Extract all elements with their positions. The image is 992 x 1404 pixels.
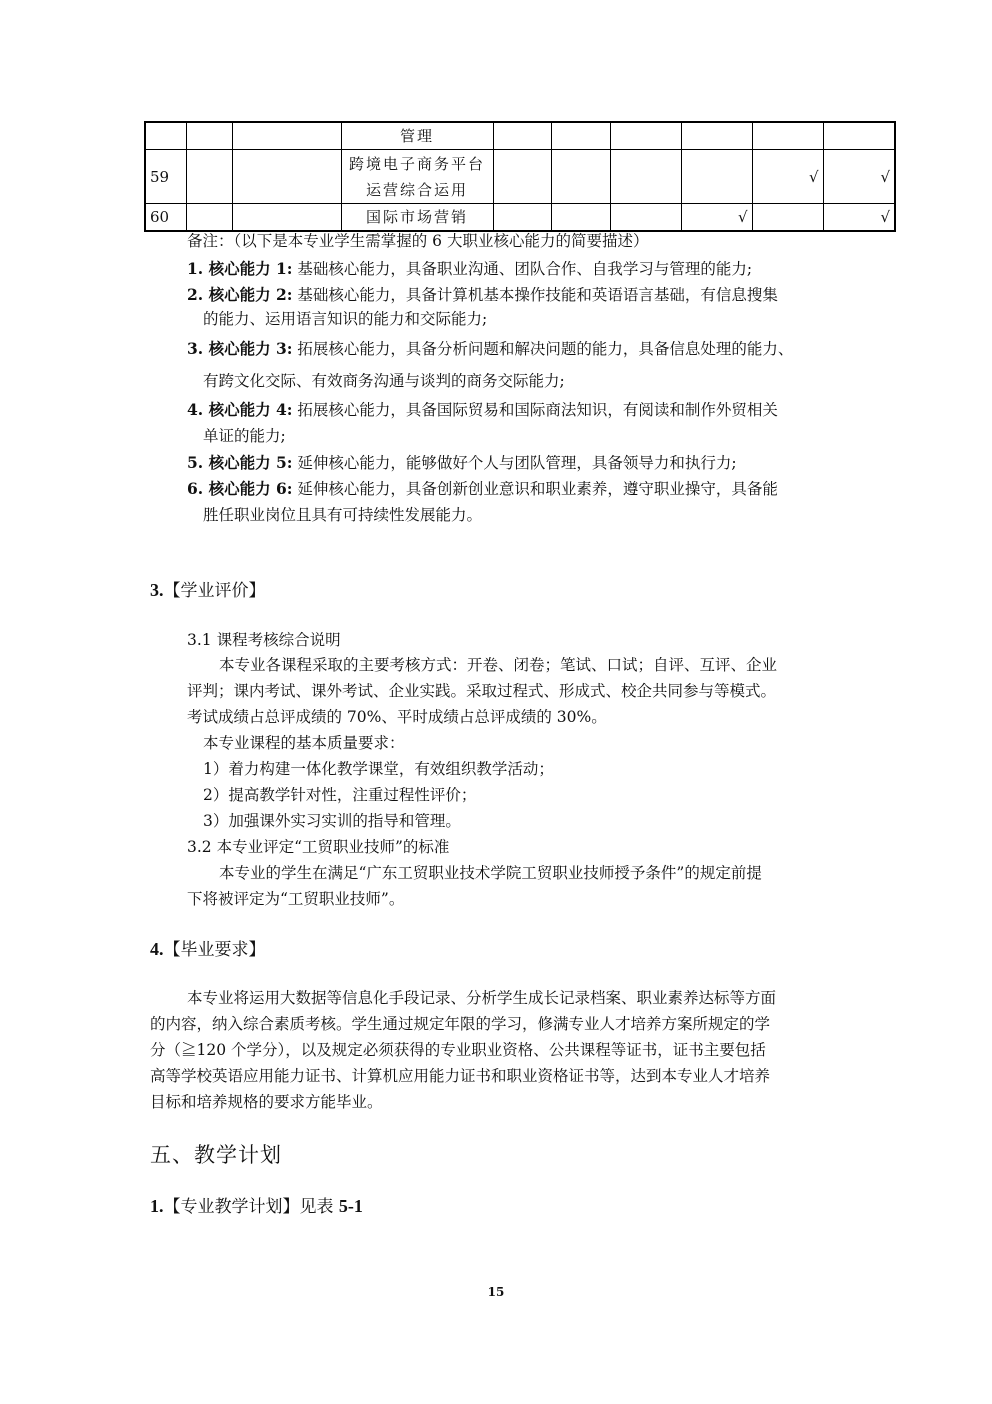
note-item: 2. 核心能力 2: 基础核心能力，具备计算机基本操作技能和英语语言基础，有信息搜集: [187, 285, 778, 304]
course-name: 跨境电子商务平台 运营综合运用: [341, 150, 493, 204]
chapter-heading: 五、教学计划: [150, 1143, 282, 1167]
capability-mark: [823, 122, 895, 150]
capability-mark: [551, 204, 610, 232]
note-item: 3. 核心能力 3: 拓展核心能力，具备分析问题和解决问题的能力，具备信息处理的能力、: [187, 339, 794, 358]
note-item-continuation: 的能力、运用语言知识的能力和交际能力;: [203, 310, 488, 328]
row-number: 59: [145, 150, 186, 204]
capability-mark: [681, 122, 752, 150]
notes-heading: 备注：（以下是本专业学生需掌握的 6 大职业核心能力的简要描述）: [187, 232, 649, 250]
note-item: 5. 核心能力 5: 延伸核心能力，能够做好个人与团队管理，具备领导力和执行力;: [187, 453, 737, 472]
paragraph-line: 本专业课程的基本质量要求：: [203, 734, 405, 752]
subsection-title: 3.1 课程考核综合说明: [187, 631, 341, 649]
list-item: 1）着力构建一体化教学课堂，有效组织教学活动；: [203, 760, 554, 778]
paragraph-line: 考试成绩占总评成绩的 70%、平时成绩占总评成绩的 30%。: [187, 708, 607, 726]
note-item: 4. 核心能力 4: 拓展核心能力，具备国际贸易和国际商法知识，有阅读和制作外贸相关: [187, 400, 778, 419]
table-row: [145, 204, 895, 232]
capability-mark: [610, 204, 681, 232]
paragraph-line: 的内容，纳入综合素质考核。学生通过规定年限的学习，修满专业人才培养方案所规定的学: [150, 1015, 771, 1033]
capability-mark: √: [752, 150, 823, 204]
paragraph-line: 本专业的学生在满足“广东工贸职业技术学院工贸职业技师授予条件”的规定前提: [219, 864, 762, 882]
paragraph-line: 目标和培养规格的要求方能毕业。: [150, 1093, 383, 1111]
capability-mark: [752, 204, 823, 232]
table-row: [145, 150, 895, 204]
note-item-continuation: 胜任职业岗位且具有可持续性发展能力。: [203, 506, 483, 524]
row-number: 60: [145, 204, 186, 232]
capability-mark: [551, 150, 610, 204]
capability-mark: [493, 150, 551, 204]
capability-mark: [752, 122, 823, 150]
capability-mark: [493, 122, 551, 150]
section-heading-4: 4.【毕业要求】: [150, 939, 266, 960]
note-item: 1. 核心能力 1: 基础核心能力，具备职业沟通、团队合作、自我学习与管理的能力;: [187, 259, 753, 278]
capability-mark: [610, 122, 681, 150]
capability-mark: √: [823, 204, 895, 232]
course-name: 国际市场营销: [341, 204, 493, 232]
paragraph-line: 下将被评定为“工贸职业技师”。: [187, 890, 405, 908]
capability-mark: √: [681, 204, 752, 232]
paragraph-line: 本专业各课程采取的主要考核方式：开卷、闭卷；笔试、口试；自评、互评、企业: [219, 656, 778, 674]
subsection-title: 3.2 本专业评定“工贸职业技师”的标准: [187, 838, 450, 856]
section-heading-3: 3.【学业评价】: [150, 580, 266, 601]
paragraph-line: 分（≧120 个学分），以及规定必须获得的专业职业资格、公共课程等证书，证书主要包括: [150, 1041, 766, 1059]
note-item: 6. 核心能力 6: 延伸核心能力，具备创新创业意识和职业素养，遵守职业操守，具备能: [187, 479, 778, 498]
table-row: [145, 122, 895, 150]
list-item: 2）提高教学针对性，注重过程性评价；: [203, 786, 477, 804]
capability-table: [144, 121, 896, 232]
capability-mark: √: [823, 150, 895, 204]
course-name: 管理: [341, 122, 493, 150]
row-number: [145, 122, 186, 150]
paragraph-line: 高等学校英语应用能力证书、计算机应用能力证书和职业资格证书等，达到本专业人才培养: [150, 1067, 771, 1085]
capability-mark: [610, 150, 681, 204]
list-item: 3）加强课外实习实训的指导和管理。: [203, 812, 461, 830]
section-heading-5-1: 1.【专业教学计划】见表 5-1: [150, 1196, 363, 1217]
note-item-continuation: 有跨文化交际、有效商务沟通与谈判的商务交际能力;: [203, 372, 565, 390]
note-item-continuation: 单证的能力;: [203, 427, 286, 445]
paragraph-line: 本专业将运用大数据等信息化手段记录、分析学生成长记录档案、职业素养达标等方面: [187, 989, 777, 1007]
capability-mark: [493, 204, 551, 232]
page-number: 15: [487, 1285, 505, 1299]
capability-mark: [681, 150, 752, 204]
capability-mark: [551, 122, 610, 150]
paragraph-line: 评判；课内考试、课外考试、企业实践。采取过程式、形成式、校企共同参与等模式。: [187, 682, 777, 700]
